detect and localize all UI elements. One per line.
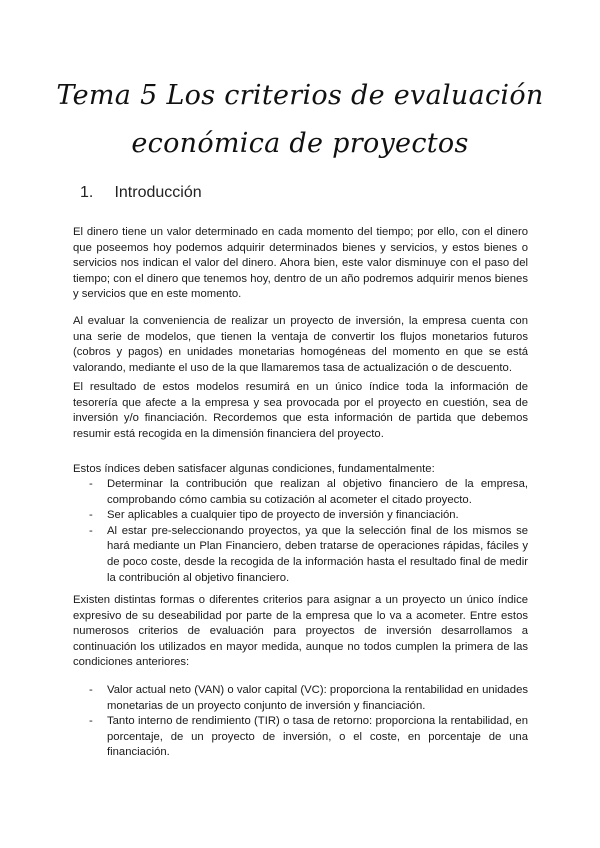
paragraph-4: Estos índices deben satisfacer algunas condiciones, fundamentalmente: <box>73 463 435 475</box>
bullet-dash: - <box>89 478 93 490</box>
list-item-text: Ser aplicables a cualquier tipo de proyecto de inversión y financiación. <box>107 509 459 522</box>
paragraph-1: El dinero tiene un valor determinado en cada momento del tiempo; por ello, con el dinero que poseemos hoy podemos adquirir determinados bienes y servicios, y estos bienes o servicios nos indican el valor del dinero. Ahora bien, este valor disminuye con el paso del tiempo; con el dinero que tenemos hoy, dentro de un año podremos adquirir menos bienes y servicios que en este momento. <box>73 226 528 301</box>
section-number: 1. <box>80 184 94 201</box>
paragraph-2: Al evaluar la conveniencia de realizar un proyecto de inversión, la empresa cuenta con una serie de modelos, que tienen la ventaja de convertir los flujos monetarios futuros (cobros y pagos) en unidades monetarias homogéneas del momento en que se está valorando, mediante el uso de la que llamaremos tasa de actualización o de descuento. <box>73 315 528 374</box>
criteria-list <box>73 683 528 761</box>
list-item <box>73 524 528 586</box>
list-item <box>73 683 528 714</box>
paragraph-5: Existen distintas formas o diferentes criterios para asignar a un proyecto un único índice expresivo de su deseabilidad por parte de la empresa que lo va a acometer. Entre estos numerosos criterios de evaluación para proyectos de inversión desarrollamos a continuación los utilizados en mayor medida, aunque no todos cumplen la primera de las condiciones anteriores: <box>73 594 528 669</box>
paragraph-3: El resultado de estos modelos resumirá en un único índice toda la información de tesorería que afecte a la empresa y sea provocada por el proyecto en cuestión, sea de inversión y/o financiación. Recordemos que esta información de partida que debemos resumir está recogida en la dimensión financiera del proyecto. <box>73 381 528 440</box>
section-title: Introducción <box>114 184 202 201</box>
list-item <box>73 714 528 761</box>
list-item <box>73 508 528 524</box>
bullet-dash: - <box>89 684 93 696</box>
bullet-dash: - <box>89 715 93 728</box>
list-item-text: Al estar pre-seleccionando proyectos, ya que la selección final de los mismos se hará mediante un Plan Financiero, deben tratarse de operaciones rápidas, fáciles y de poco coste, desde la recogida de la información hasta el resultado final de medir la contribución al objetivo financiero. <box>107 524 528 584</box>
list-item-text: Determinar la contribución que realizan al objetivo financiero de la empresa, comprobando cómo cambia su cotización al acometer el citado proyecto. <box>107 478 528 506</box>
bullet-dash: - <box>89 524 93 537</box>
title-line-2: económica de proyectos <box>131 128 469 159</box>
list-item <box>73 477 528 508</box>
list-item-text: Valor actual neto (VAN) o valor capital (VC): proporciona la rentabilidad en unidades monetarias de un proyecto conjunto de inversión y financiación. <box>107 684 528 712</box>
title-line-1: Tema 5 Los criterios de evaluación <box>56 80 544 111</box>
bullet-dash: - <box>89 509 93 522</box>
section-heading <box>80 184 202 202</box>
conditions-list <box>73 477 528 586</box>
list-item-text: Tanto interno de rendimiento (TIR) o tasa de retorno: proporciona la rentabilidad, en porcentaje, de un proyecto de inversión, o el coste, en porcentaje de una financiación. <box>107 715 528 759</box>
